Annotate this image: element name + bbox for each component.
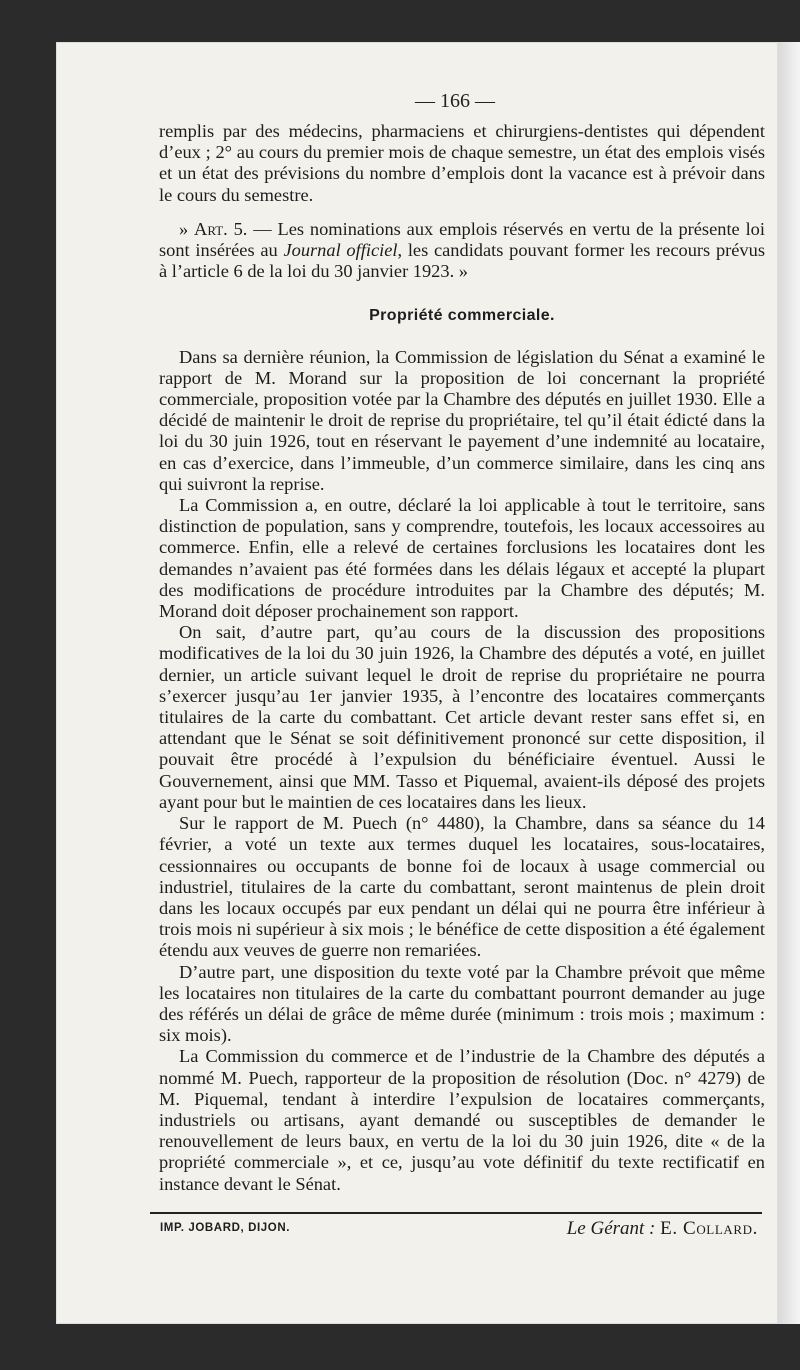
paragraph-3: On sait, d’autre part, qu’au cours de la discussion des propositions modificatives de la loi du 30 juin 1926, la Chambre des députés a voté, en juillet dernier, un article suivant lequel le droit de reprise du propriétaire ne pourra s’exercer jusqu’au 1er janvier 1935, à l’encontre des locataires commerçants titulaires de la carte du combattant. Cet article devant rester sans effet si, en attendant que le Sénat se soit définitivement prononcé sur cette disposition, il pouvait être procédé à l’expulsion du bénéficiaire éventuel. Aussi le Gouvernement, ainsi que MM. Tasso et Piquemal, avaient-ils déposé des projets ayant pour but le maintien de ces locataires dans les lieux. xyxy=(159,622,765,812)
gerant-label: Le Gérant : xyxy=(566,1218,656,1239)
journal-title: Journal officiel xyxy=(283,240,398,261)
article-text-before: — Les nominations aux emplois réservés en vertu de la présente loi sont insérées au xyxy=(159,218,765,261)
paragraph-4: Sur le rapport de M. Puech (n° 4480), la Chambre, dans sa séance du 14 février, a voté un texte aux termes duquel les locataires, sous-locataires, cessionnaires ou occupants de bonne foi de locaux à usage commercial ou industriel, titulaires de la carte du combattant, seront maintenus de plein droit dans les locaux occupés par eux pendant un délai qui ne pourra être inférieur à trois mois ni supérieur à six mois ; le bénéfice de cette disposition a été également étendu aux veuves de guerre non remariées. xyxy=(159,813,765,961)
article-label: Art. 5. xyxy=(194,218,248,239)
printer-imprint: IMP. JOBARD, DIJON. xyxy=(160,1222,291,1234)
paragraph-1: Dans sa dernière réunion, la Commission de législation du Sénat a examiné le rapport de M. Morand sur la proposition de loi concernant la propriété commerciale, proposition votée par la Chambre des députés en juillet 1930. Elle a décidé de maintenir le droit de reprise du propriétaire, tel qu’il était édicté dans la loi du 30 juin 1926, tout en réservant le payement d’une indemnité au locataire, en cas d’exercice, dans l’immeuble, d’un commerce similaire, dans les cinq ans qui suivront la reprise. xyxy=(159,346,765,494)
page-body xyxy=(159,121,765,1195)
intro-paragraph: remplis par des médecins, pharmaciens et chirurgiens-dentistes qui dépendent d’eux ; 2° au cours du premier mois de chaque semestre, un état des emplois visés et un état des prévisions du nombre d’emplois dont la vacance est à prévoir dans le cours du semestre. xyxy=(159,121,765,205)
paragraph-6: La Commission du commerce et de l’industrie de la Chambre des députés a nommé M. Puech, rapporteur de la proposition de résolution (Doc. n° 4279) de M. Piquemal, tendant à interdire l’expulsion de locataires commerçants, industriels ou artisans, ayant demandé ou susceptibles de demander le renouvellement de leurs baux, en vertu de la loi du 30 juin 1926, dite « de la propriété commerciale », et ce, jusqu’au vote définitif du texte rectificatif en instance devant le Sénat. xyxy=(159,1046,765,1194)
quote-open: » xyxy=(179,218,195,239)
footer-rule xyxy=(150,1212,762,1214)
article-5-paragraph xyxy=(159,219,765,283)
paragraph-2: La Commission a, en outre, déclaré la loi applicable à tout le territoire, sans distinction de population, sans y comprendre, toutefois, les locaux accessoires au commerce. Enfin, elle a relevé de certaines forclusions les locataires dont les demandes n’avaient pas été formées dans les délais légaux et accepté la plupart des modifications de procédure introduites par la Chambre des députés; M. Morand doit déposer prochainement son rapport. xyxy=(159,495,765,622)
gerant-line xyxy=(567,1218,758,1240)
article-text-after: , les candidats pouvant former les recours prévus à l’article 6 de la loi du 30 janvier 1923. » xyxy=(159,240,765,282)
paragraph-5: D’autre part, une disposition du texte voté par la Chambre prévoit que même les locataires non titulaires de la carte du combattant pourront demander au juge des référés un délai de grâce de même durée (minimum : trois mois ; maximum : six mois). xyxy=(159,961,765,1046)
paragraph-gap xyxy=(159,206,765,219)
section-heading: Propriété commerciale. xyxy=(369,307,555,325)
next-page-edge xyxy=(778,42,800,1324)
gerant-name: E. Collard. xyxy=(660,1218,758,1239)
page-number: — 166 — xyxy=(415,90,495,112)
page-footer xyxy=(160,1218,760,1244)
